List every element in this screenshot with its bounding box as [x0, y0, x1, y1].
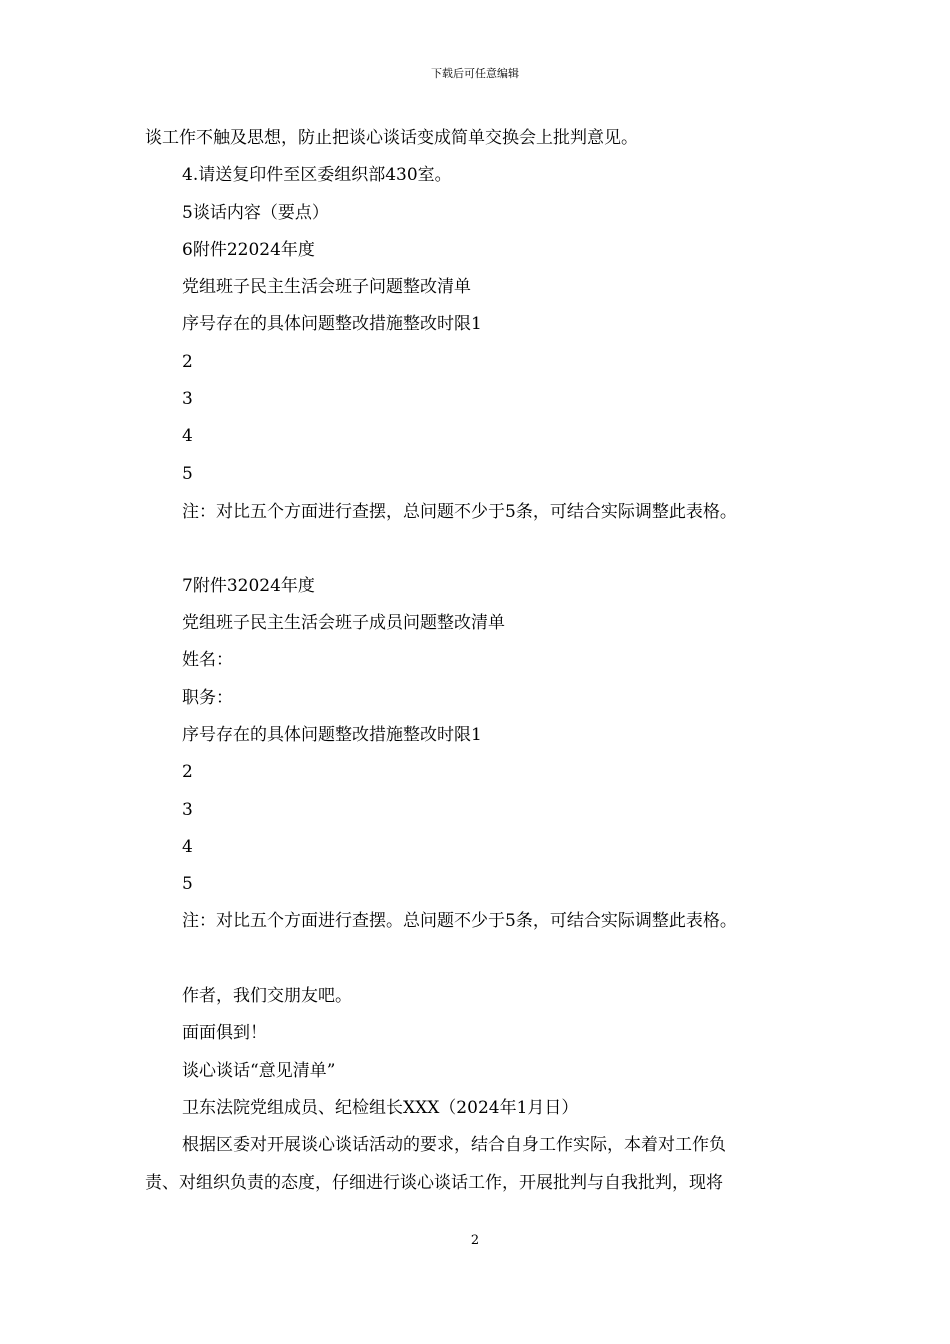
text-line: 作者，我们交朋友吧。: [182, 986, 352, 1006]
text-line: 2: [182, 352, 193, 372]
page-number: 2: [470, 1233, 480, 1248]
text-line: 4: [182, 426, 193, 446]
text-line: 面面俱到！: [182, 1023, 267, 1043]
text-line: 职务：: [182, 688, 233, 708]
text-line: 6附件22024年度: [182, 240, 315, 260]
text-line: 5: [182, 464, 193, 484]
text-line: 谈心谈话“意见清单”: [182, 1061, 336, 1081]
text-line: 根据区委对开展谈心谈话活动的要求，结合自身工作实际，本着对工作负: [182, 1135, 726, 1155]
page-header: 下载后可任意编辑: [431, 67, 519, 80]
text-line: 7附件32024年度: [182, 576, 315, 596]
text-line: 4: [182, 837, 193, 857]
text-line: 序号存在的具体问题整改措施整改时限1: [182, 314, 482, 334]
text-line: 3: [182, 800, 193, 820]
text-line: 4.请送复印件至区委组织部430室。: [182, 165, 452, 185]
text-line: 5谈话内容（要点）: [182, 203, 329, 223]
text-line: 党组班子民主生活会班子问题整改清单: [182, 277, 471, 297]
text-line: 卫东法院党组成员、纪检组长XXX（2024年1月日）: [182, 1098, 579, 1118]
text-line: 序号存在的具体问题整改措施整改时限1: [182, 725, 482, 745]
text-line: 党组班子民主生活会班子成员问题整改清单: [182, 613, 505, 633]
text-line: 3: [182, 389, 193, 409]
text-line: 注：对比五个方面进行查摆，总问题不少于5条，可结合实际调整此表格。: [182, 502, 737, 522]
text-line: 5: [182, 874, 193, 894]
text-line: 姓名：: [182, 650, 233, 670]
text-line: 谈工作不触及思想，防止把谈心谈话变成简单交换会上批判意见。: [145, 128, 638, 148]
text-line: 2: [182, 762, 193, 782]
text-line: 注：对比五个方面进行查摆。总问题不少于5条，可结合实际调整此表格。: [182, 911, 737, 931]
text-line: 责、对组织负责的态度，仔细进行谈心谈话工作，开展批判与自我批判，现将: [145, 1173, 723, 1193]
